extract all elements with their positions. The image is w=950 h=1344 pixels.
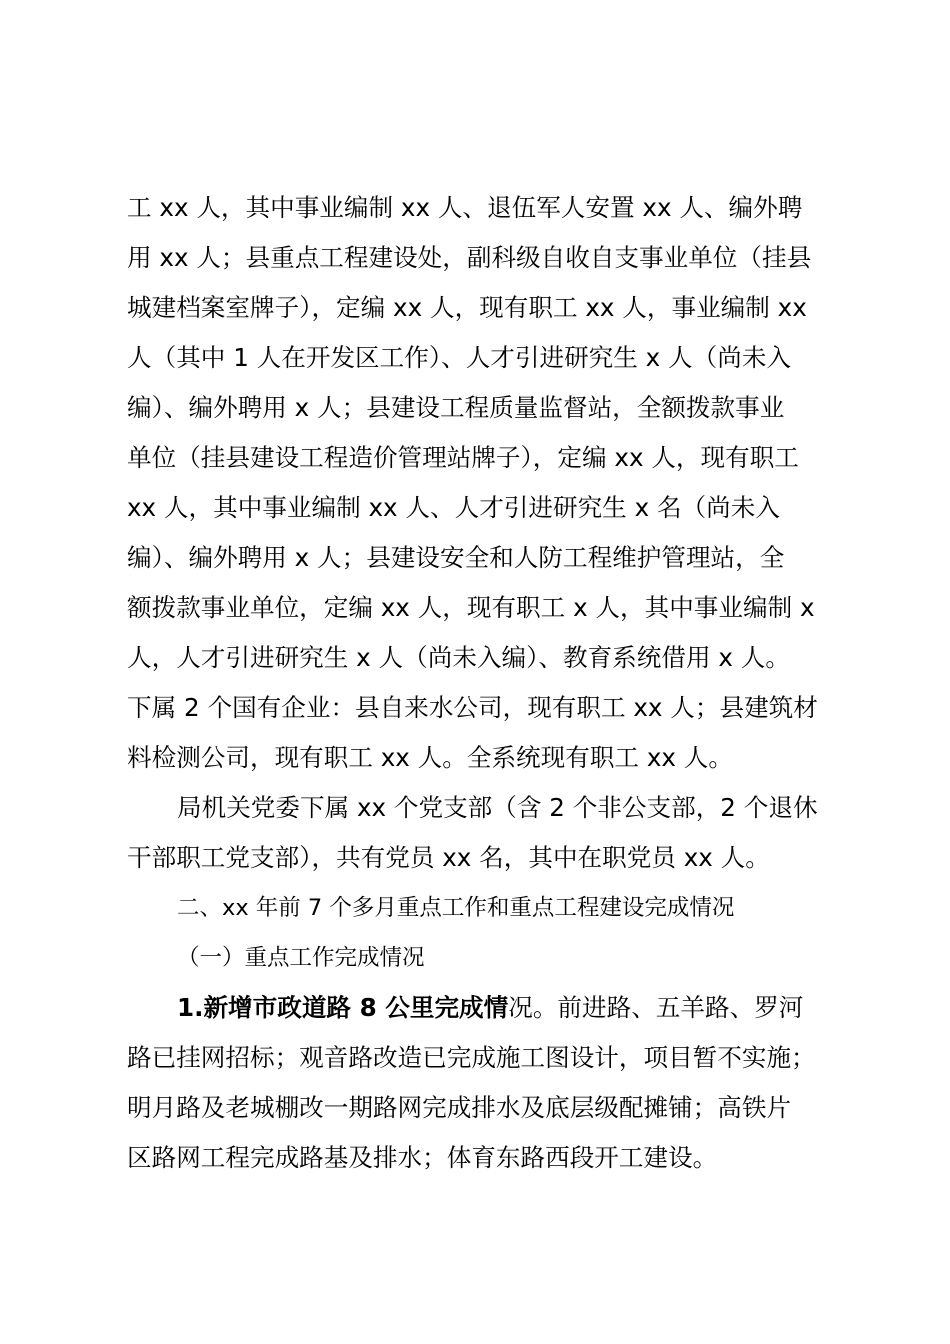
item-roads [127, 983, 855, 1183]
text-line: 用 xx 人；县重点工程建设处，副科级自收自支事业单位（挂县 [127, 243, 812, 272]
text-line: 工 xx 人，其中事业编制 xx 人、退伍军人安置 xx 人、编外聘 [127, 193, 803, 222]
text-line: 额拨款事业单位，定编 xx 人，现有职工 x 人，其中事业编制 x [127, 593, 815, 622]
subsection-heading: （一）重点工作完成情况 [177, 945, 425, 971]
item-title: 1.新增市政道路 8 公里完成情 [177, 993, 509, 1022]
text-line: 下属 2 个国有企业：县自来水公司，现有职工 xx 人；县建筑材 [127, 693, 818, 722]
text-line: 编）、编外聘用 x 人；县建设工程质量监督站，全额拨款事业 [127, 393, 785, 422]
document-body [127, 183, 855, 1183]
text-line: 干部职工党支部），共有党员 xx 名，其中在职党员 xx 人。 [127, 843, 770, 872]
section-heading: 二、xx 年前 7 个多月重点工作和重点工程建设完成情况 [177, 895, 735, 921]
text-line: 人（其中 1 人在开发区工作）、人才引进研究生 x 人（尚未入 [127, 343, 792, 372]
paragraph-staffing [127, 183, 855, 783]
text-line: 城建档案室牌子），定编 xx 人，现有职工 xx 人，事业编制 xx [127, 293, 807, 322]
item-text: 况。前进路、五羊路、罗河 [508, 993, 804, 1022]
text-line: 人，人才引进研究生 x 人（尚未入编）、教育系统借用 x 人。 [127, 643, 790, 672]
text-line: 路已挂网招标；观音路改造已完成施工图设计，项目暂不实施； [127, 1043, 816, 1072]
text-line: 局机关党委下属 xx 个党支部（含 2 个非公支部，2 个退休 [177, 793, 818, 822]
text-line [127, 983, 855, 1033]
paragraph-party [127, 783, 855, 883]
text-line: 明月路及老城棚改一期路网完成排水及底层级配摊铺；高铁片 [127, 1093, 792, 1122]
text-line: 编）、编外聘用 x 人；县建设安全和人防工程维护管理站，全 [127, 543, 785, 572]
text-line: xx 人，其中事业编制 xx 人、人才引进研究生 x 名（尚未入 [127, 493, 780, 522]
text-line: 料检测公司，现有职工 xx 人。全系统现有职工 xx 人。 [127, 743, 733, 772]
text-line: 单位（挂县建设工程造价管理站牌子），定编 xx 人，现有职工 [127, 443, 799, 472]
text-line: 区路网工程完成路基及排水；体育东路西段开工建设。 [127, 1143, 718, 1172]
